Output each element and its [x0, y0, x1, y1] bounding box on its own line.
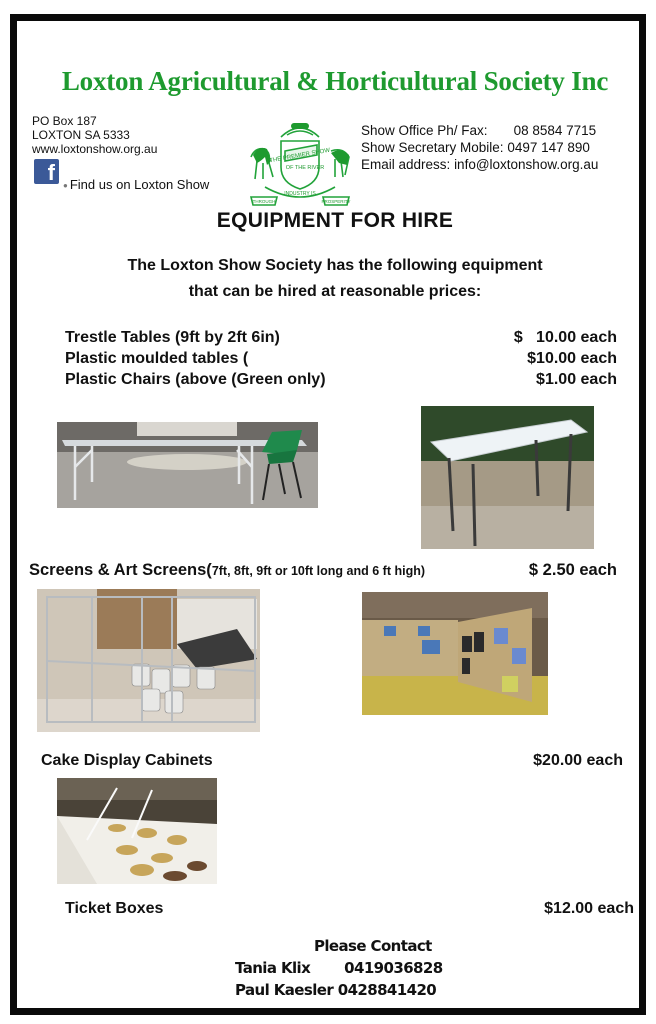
office-phone[interactable]: 08 8584 7715 [513, 123, 597, 138]
intro-text: The Loxton Show Society has the following equipment that can be hired at reasonable prices: [127, 257, 543, 300]
item-screens: Screens & Art Screens(7ft, 8ft, 9ft or 10ft long and 6 ft high) [29, 561, 425, 579]
trestle-table-with-green-chairs-photo [57, 422, 318, 508]
svg-text:THE PREMIER SHOW: THE PREMIER SHOW [269, 147, 331, 165]
address-line-town: LOXTON SA 5333 [32, 128, 130, 142]
item-ticket-boxes: Ticket Boxes [65, 900, 164, 917]
svg-text:THROUGH: THROUGH [252, 199, 276, 204]
office-contacts [361, 122, 598, 173]
cake-display-cabinet-photo [57, 778, 217, 884]
svg-text:OF THE RIVER: OF THE RIVER [285, 165, 325, 171]
bullet-icon: ● [63, 181, 68, 191]
svg-text:PROSPERITY: PROSPERITY [321, 199, 351, 204]
item-plastic-tables: Plastic moulded tables ( [65, 350, 249, 367]
price-cake-cabinets: $20.00 each [533, 752, 623, 769]
facebook-text: Find us on Loxton Show [69, 177, 210, 192]
art-screens-exhibition-photo [362, 592, 548, 715]
price-ticket-boxes: $12.00 each [544, 900, 634, 917]
society-title: Loxton Agricultural & Horticultural Society Inc [61, 66, 609, 96]
page-heading: EQUIPMENT FOR HIRE [216, 209, 454, 232]
postal-address [32, 114, 157, 156]
contact-footer [217, 935, 443, 1001]
office-phone-row: Show Office Ph/ Fax: 08 8584 7715 [361, 123, 597, 138]
item-cake-cabinets: Cake Display Cabinets [41, 752, 213, 769]
poster-frame [10, 14, 646, 1015]
facebook-link[interactable] [63, 177, 209, 192]
price-screens: $ 2.50 each [528, 561, 617, 579]
secretary-mobile-row: Show Secretary Mobile: 0497 147 890 [361, 140, 590, 155]
wire-screens-photo [37, 589, 260, 732]
price-plastic-chairs: $1.00 each [536, 371, 617, 388]
contact-tania: Tania Klix 0419036828 [235, 959, 443, 977]
item-plastic-chairs: Plastic Chairs (above (Green only) [65, 371, 326, 388]
svg-text:INDUSTRY IS: INDUSTRY IS [284, 191, 316, 197]
email-row: Email address: info@loxtonshow.org.au [361, 157, 599, 172]
contact-paul: Paul Kaesler 0428841420 [235, 981, 437, 999]
society-crest-logo [245, 117, 355, 209]
please-contact-label: Please Contact [314, 937, 432, 955]
contact-paul-phone[interactable]: 0428841420 [337, 981, 437, 999]
email-link[interactable]: info@loxtonshow.org.au [454, 157, 599, 172]
price-trestle-tables: $ 10.00 each [513, 329, 617, 346]
secretary-mobile[interactable]: 0497 147 890 [507, 140, 590, 155]
contact-tania-phone[interactable]: 0419036828 [344, 959, 443, 977]
address-line-po-box: PO Box 187 [32, 114, 97, 128]
item-trestle-tables: Trestle Tables (9ft by 2ft 6in) [65, 329, 280, 346]
plastic-moulded-table-photo [421, 406, 594, 549]
website-link[interactable]: www.loxtonshow.org.au [32, 142, 158, 156]
price-plastic-tables: $10.00 each [527, 350, 617, 367]
facebook-icon[interactable]: f [34, 159, 59, 184]
